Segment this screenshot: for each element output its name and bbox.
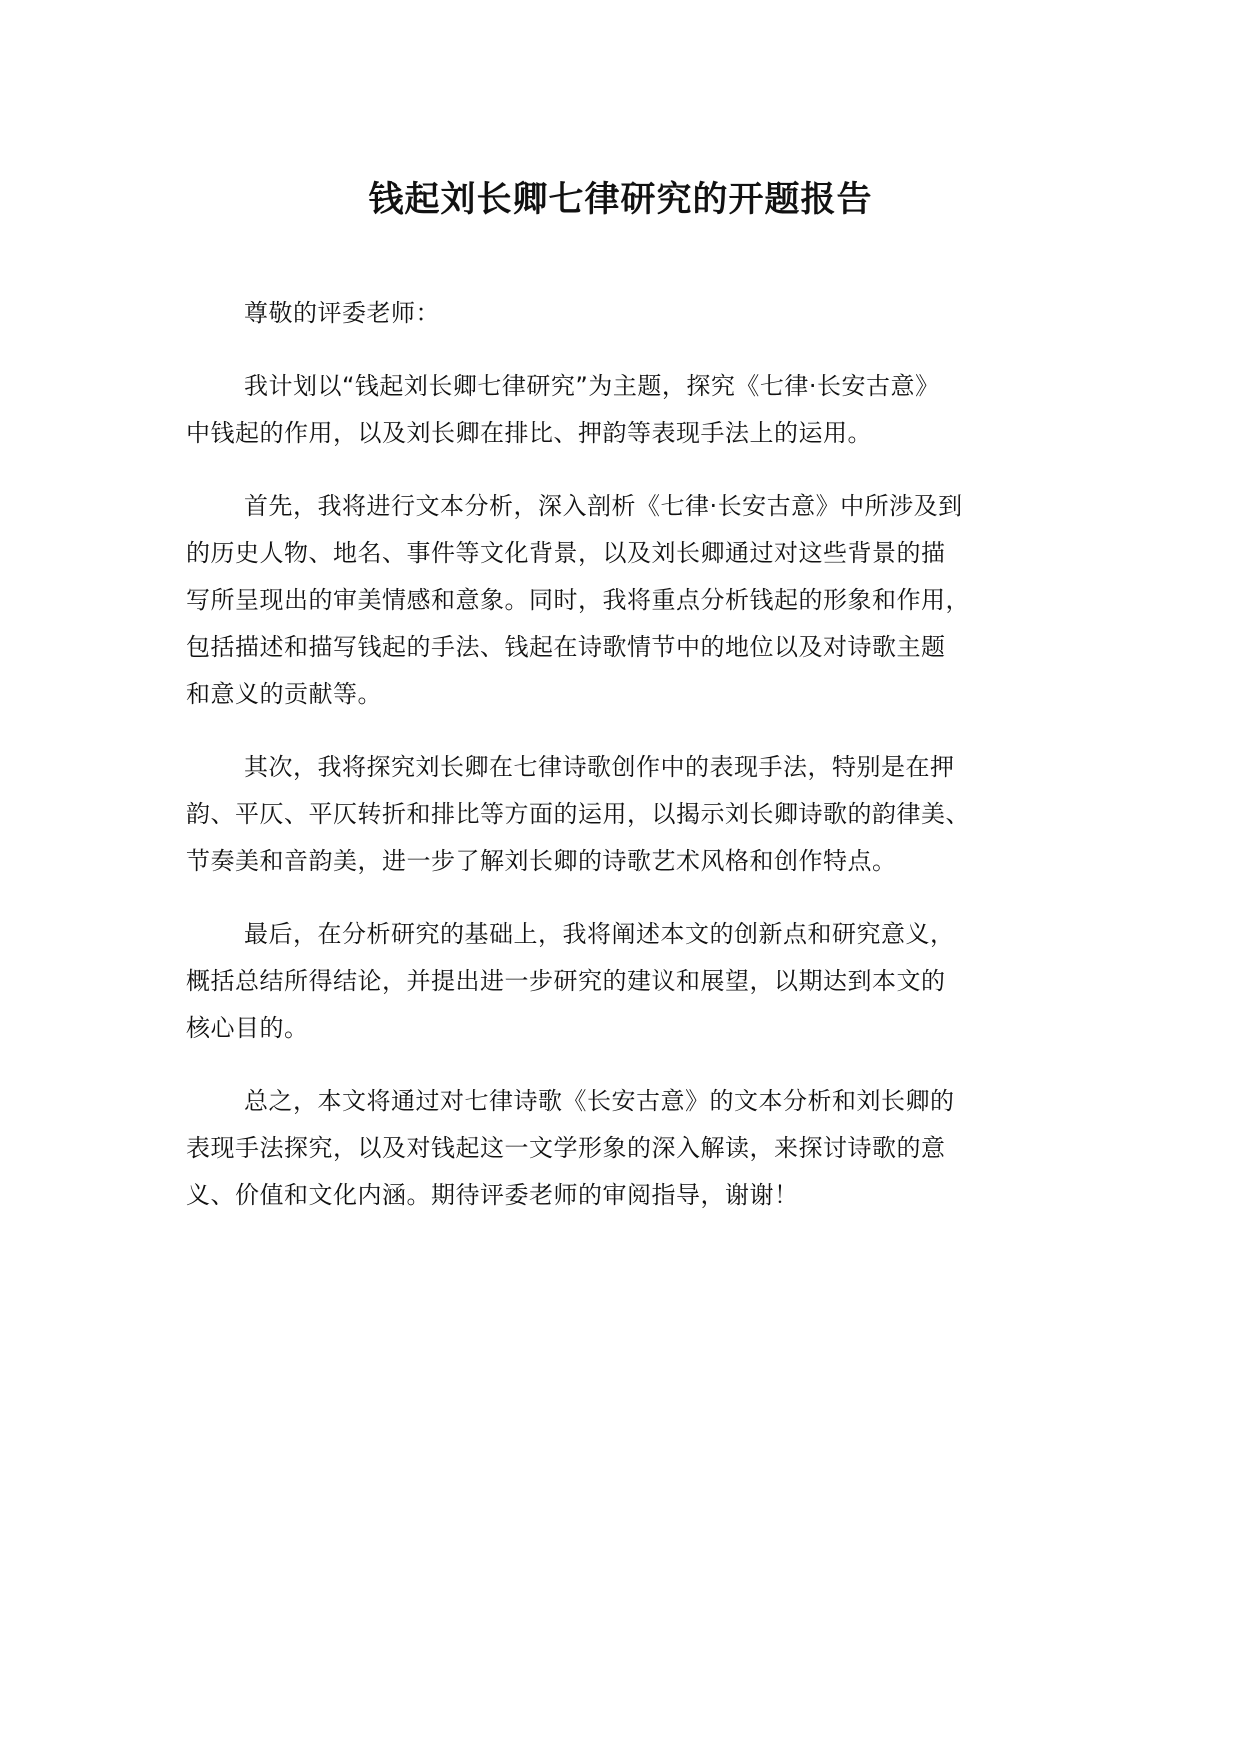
greeting-paragraph xyxy=(186,290,1086,337)
paragraph-line: 首先，我将进行文本分析，深入剖析《七律·长安古意》中所涉及到 xyxy=(244,492,963,520)
paragraph-line: 包括描述和描写钱起的手法、钱起在诗歌情节中的地位以及对诗歌主题 xyxy=(186,633,946,661)
paragraph-line: 的历史人物、地名、事件等文化背景，以及刘长卿通过对这些背景的描 xyxy=(186,539,946,567)
second-point-paragraph xyxy=(186,744,1086,885)
intro-paragraph xyxy=(186,363,1086,457)
paragraph-line: 和意义的贡献等。 xyxy=(186,680,382,708)
paragraph-line: 概括总结所得结论，并提出进一步研究的建议和展望，以期达到本文的 xyxy=(186,967,946,995)
paragraph-line: 最后，在分析研究的基础上，我将阐述本文的创新点和研究意义， xyxy=(244,920,955,948)
paragraph-line: 节奏美和音韵美，进一步了解刘长卿的诗歌艺术风格和创作特点。 xyxy=(186,847,897,875)
first-point-paragraph xyxy=(186,483,1086,718)
paragraph-line: 我计划以“钱起刘长卿七律研究”为主题，探究《七律·长安古意》 xyxy=(244,372,940,400)
paragraph-line: 尊敬的评委老师： xyxy=(244,299,440,327)
paragraph-line: 中钱起的作用，以及刘长卿在排比、押韵等表现手法上的运用。 xyxy=(186,419,872,447)
document-body xyxy=(186,290,1086,1245)
paragraph-line: 核心目的。 xyxy=(186,1014,309,1042)
paragraph-line: 表现手法探究，以及对钱起这一文学形象的深入解读，来探讨诗歌的意 xyxy=(186,1134,946,1162)
third-point-paragraph xyxy=(186,911,1086,1052)
document-title: 钱起刘长卿七律研究的开题报告 xyxy=(368,180,873,220)
conclusion-paragraph xyxy=(186,1078,1086,1219)
paragraph-line: 总之，本文将通过对七律诗歌《长安古意》的文本分析和刘长卿的 xyxy=(244,1087,955,1115)
paragraph-line: 义、价值和文化内涵。期待评委老师的审阅指导，谢谢！ xyxy=(186,1181,799,1209)
paragraph-line: 其次，我将探究刘长卿在七律诗歌创作中的表现手法，特别是在押 xyxy=(244,753,955,781)
paragraph-line: 写所呈现出的审美情感和意象。同时，我将重点分析钱起的形象和作用， xyxy=(186,586,970,614)
paragraph-line: 韵、平仄、平仄转折和排比等方面的运用，以揭示刘长卿诗歌的韵律美、 xyxy=(186,800,970,828)
